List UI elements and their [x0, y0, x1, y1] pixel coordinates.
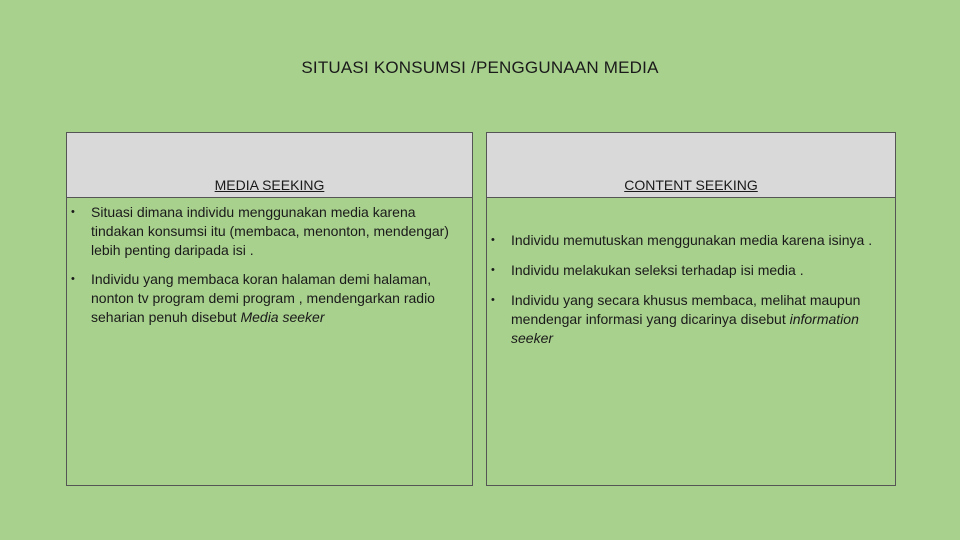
bullet-icon: • — [71, 206, 75, 218]
list-item — [487, 231, 885, 250]
slide-title: SITUASI KONSUMSI /PENGGUNAAN MEDIA — [301, 58, 659, 77]
list-item — [67, 270, 462, 327]
bullet-icon: • — [491, 264, 495, 276]
media-seeking-heading: MEDIA SEEKING — [214, 177, 325, 193]
bullet-icon: • — [491, 294, 495, 306]
content-seeking-panel — [486, 132, 896, 486]
bullet-emphasis: Media seeker — [240, 309, 325, 325]
list-item — [487, 261, 885, 280]
content-seeking-header-bar — [487, 133, 895, 198]
media-seeking-list — [67, 198, 472, 327]
media-seeking-panel — [66, 132, 473, 486]
bullet-text: Situasi dimana individu menggunakan media karena tindakan konsumsi itu (membaca, menonton, mendengar) lebih penting daripada isi . — [91, 204, 449, 258]
list-item — [67, 203, 462, 260]
bullet-text: Individu memutuskan menggunakan media karena isinya . — [511, 232, 873, 248]
bullet-icon: • — [491, 234, 495, 246]
bullet-icon: • — [71, 273, 75, 285]
bullet-text: Individu melakukan seleksi terhadap isi media . — [511, 262, 804, 278]
bullet-emphasis: information seeker — [511, 311, 859, 346]
bullet-text: Individu yang membaca koran halaman demi halaman, nonton tv program demi program , mendengarkan radio seharian penuh disebut — [91, 271, 435, 325]
list-item — [487, 291, 885, 348]
content-seeking-list — [487, 198, 895, 348]
media-seeking-header-bar — [67, 133, 472, 198]
content-seeking-heading: CONTENT SEEKING — [624, 177, 758, 193]
bullet-text: Individu yang secara khusus membaca, melihat maupun mendengar informasi yang dicarinya disebut — [511, 292, 861, 327]
